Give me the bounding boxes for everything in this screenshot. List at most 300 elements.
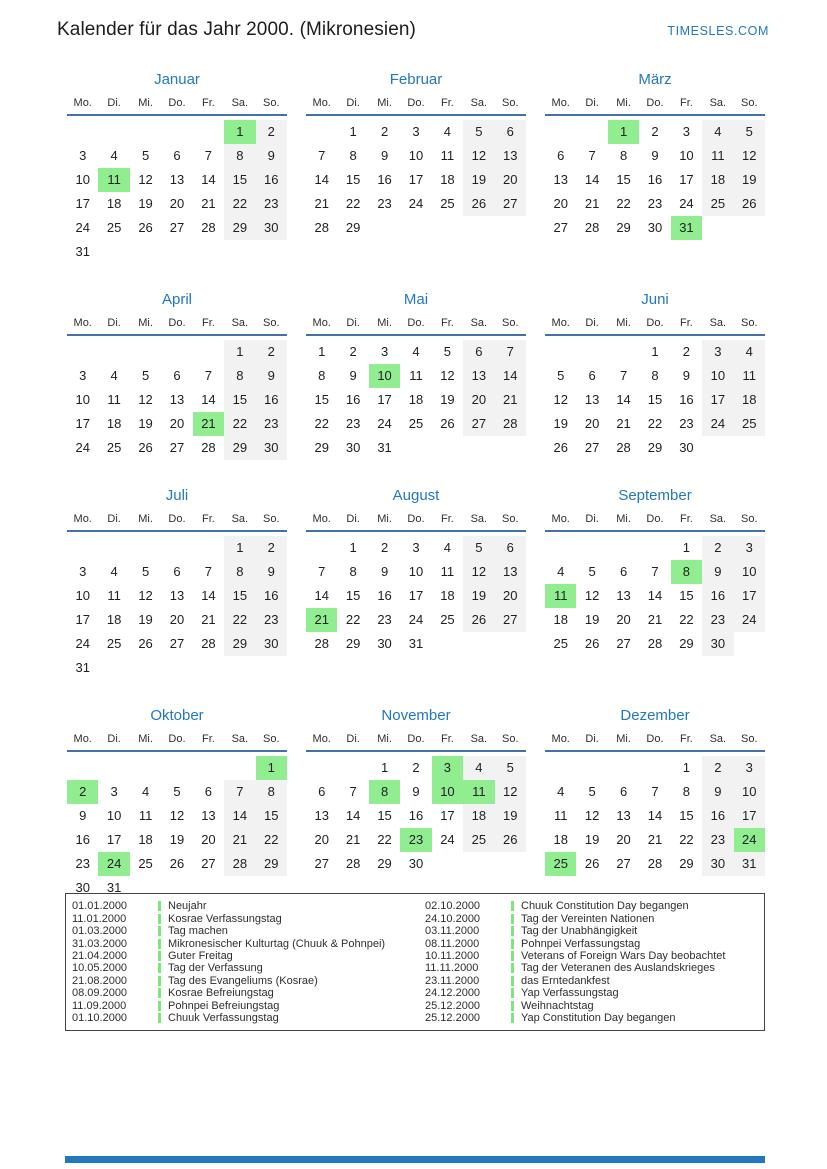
empty-cell (545, 340, 576, 364)
day-cell: 4 (412, 344, 420, 359)
weekday-label: Mo. (73, 317, 92, 329)
day-cell: 10 (432, 780, 463, 804)
day-cell: 6 (173, 148, 181, 163)
empty-cell (495, 852, 526, 876)
day-cell: 17 (377, 392, 392, 407)
day-cell: 27 (314, 856, 329, 871)
day-cell: 7 (224, 780, 255, 804)
day-cell: 11 (545, 584, 576, 608)
legend-row (425, 950, 764, 962)
day-cell: 26 (463, 608, 494, 632)
day-cell: 6 (619, 784, 628, 799)
day-cell: 2 (256, 120, 287, 144)
empty-cell (432, 216, 463, 240)
day-cell: 3 (79, 368, 87, 383)
weekday-header-row (306, 732, 526, 750)
day-cell: 7 (619, 368, 628, 383)
weekday-label: Mi. (616, 97, 631, 109)
day-cell: 12 (138, 172, 153, 187)
weekday-label: Sa. (470, 97, 488, 109)
day-row (545, 436, 765, 460)
day-cell: 4 (110, 564, 118, 579)
day-cell: 15 (679, 588, 694, 603)
day-cell: 3 (110, 784, 118, 799)
day-cell: 14 (495, 364, 526, 388)
day-row (306, 608, 526, 632)
day-cell: 30 (679, 440, 694, 455)
day-cell: 29 (224, 632, 255, 656)
empty-cell (67, 756, 98, 780)
day-cell: 19 (169, 832, 185, 847)
holiday-legend (65, 893, 765, 1031)
day-cell: 9 (79, 808, 87, 823)
day-cell: 9 (256, 144, 287, 168)
day-cell: 30 (647, 220, 663, 235)
empty-cell (639, 756, 670, 780)
day-cell: 17 (734, 804, 765, 828)
day-cell: 15 (616, 172, 631, 187)
weekday-label: Do. (168, 513, 186, 525)
header-rule (306, 334, 526, 336)
legend-date: 31.03.2000 (72, 937, 128, 950)
day-row (306, 852, 526, 876)
month-block (67, 290, 287, 460)
empty-cell (224, 656, 255, 680)
day-row (67, 828, 287, 852)
day-cell: 21 (306, 608, 337, 632)
day-cell: 17 (408, 588, 424, 603)
day-cell: 9 (702, 780, 733, 804)
day-cell: 3 (734, 536, 765, 560)
weekday-header-row (67, 732, 287, 750)
legend-row (425, 912, 764, 924)
day-cell: 18 (553, 612, 568, 627)
day-cell: 9 (380, 148, 389, 163)
legend-row (72, 1000, 425, 1012)
empty-cell (576, 120, 607, 144)
day-cell: 14 (616, 392, 631, 407)
day-cell: 23 (377, 612, 392, 627)
empty-cell (734, 436, 765, 460)
day-cell: 26 (169, 856, 185, 871)
header-rule (545, 114, 765, 116)
header-rule (67, 334, 287, 336)
day-cell: 30 (256, 632, 287, 656)
day-cell: 30 (377, 636, 392, 651)
day-cell: 3 (682, 124, 691, 139)
day-cell: 3 (79, 564, 87, 579)
weekday-label: Mi. (138, 97, 153, 109)
day-cell: 1 (349, 124, 357, 139)
weekday-label: Di. (585, 97, 599, 109)
day-cell: 8 (682, 784, 691, 799)
legend-tick-icon (158, 901, 161, 911)
day-row (67, 584, 287, 608)
day-cell: 26 (138, 220, 153, 235)
empty-cell (545, 120, 576, 144)
legend-date: 24.12.2000 (425, 987, 481, 1000)
day-cell: 27 (495, 608, 526, 632)
weekday-label: Mi. (138, 733, 153, 745)
day-cell: 22 (224, 412, 255, 436)
day-cell: 23 (256, 412, 287, 436)
day-cell: 9 (256, 364, 287, 388)
day-cell: 31 (408, 636, 424, 651)
day-cell: 24 (440, 832, 455, 847)
day-cell: 13 (584, 392, 600, 407)
legend-label: Weihnachtstag (521, 999, 594, 1012)
empty-cell (432, 632, 463, 656)
day-cell: 28 (201, 440, 216, 455)
weekday-label: So. (502, 513, 519, 525)
day-cell: 18 (553, 832, 568, 847)
day-cell: 13 (169, 392, 185, 407)
month-title: Mai (403, 291, 429, 308)
day-cell: 29 (616, 220, 631, 235)
day-cell: 30 (256, 216, 287, 240)
empty-cell (608, 756, 639, 780)
site-link[interactable]: TIMESLES.COM (667, 24, 769, 38)
weekday-label: So. (741, 733, 758, 745)
weekday-label: Fr. (680, 513, 693, 525)
day-cell: 11 (440, 564, 455, 579)
empty-cell (702, 216, 733, 240)
empty-cell (161, 756, 192, 780)
month-block (545, 290, 765, 460)
legend-date: 24.10.2000 (425, 912, 481, 925)
day-cell: 2 (412, 760, 420, 775)
legend-row (72, 1012, 425, 1024)
empty-cell (67, 536, 98, 560)
day-cell: 26 (463, 192, 494, 216)
weekday-label: Fr. (680, 733, 693, 745)
legend-date: 23.11.2000 (425, 974, 480, 987)
day-cell: 21 (647, 832, 663, 847)
empty-cell (98, 656, 129, 680)
legend-row (425, 962, 764, 974)
month-title: Februar (389, 71, 443, 88)
day-cell: 4 (443, 124, 452, 139)
legend-label: Kosrae Verfassungstag (168, 912, 282, 925)
day-cell: 29 (345, 636, 361, 651)
day-cell: 16 (702, 804, 733, 828)
day-cell: 12 (169, 808, 185, 823)
empty-cell (545, 536, 576, 560)
day-cell: 21 (345, 832, 361, 847)
legend-row (425, 900, 764, 912)
empty-cell (702, 436, 733, 460)
weekday-label: Di. (346, 513, 360, 525)
weekday-label: Sa. (709, 733, 727, 745)
weekday-label: Mo. (73, 733, 92, 745)
day-cell: 22 (647, 416, 663, 431)
day-row (67, 240, 287, 264)
day-cell: 21 (495, 388, 526, 412)
empty-cell (161, 340, 192, 364)
day-cell: 15 (256, 804, 287, 828)
day-cell: 4 (141, 784, 150, 799)
day-cell: 17 (75, 612, 90, 627)
day-cell: 12 (553, 392, 568, 407)
month-title: Juni (641, 291, 669, 308)
weekday-label: Mo. (73, 513, 92, 525)
day-cell: 26 (138, 440, 153, 455)
legend-row (72, 912, 425, 924)
day-cell: 21 (314, 196, 329, 211)
weekday-label: Di. (585, 733, 599, 745)
weekday-label: Fr. (441, 733, 454, 745)
weekday-label: Mo. (312, 317, 331, 329)
day-row (545, 192, 765, 216)
weekday-label: So. (263, 513, 280, 525)
legend-date: 11.09.2000 (72, 999, 127, 1012)
day-cell: 22 (616, 196, 631, 211)
day-cell: 8 (671, 560, 702, 584)
day-cell: 19 (553, 416, 568, 431)
day-cell: 4 (734, 340, 765, 364)
legend-row (72, 925, 425, 937)
day-cell: 23 (679, 416, 694, 431)
legend-label: Pohnpei Befreiungstag (168, 999, 280, 1012)
day-cell: 19 (495, 804, 526, 828)
day-cell: 9 (702, 560, 733, 584)
day-cell: 16 (408, 808, 424, 823)
day-cell: 7 (204, 368, 213, 383)
day-row (306, 120, 526, 144)
legend-tick-icon (511, 951, 514, 961)
legend-row (72, 962, 425, 974)
day-cell: 17 (702, 388, 733, 412)
day-cell: 14 (584, 172, 600, 187)
day-cell: 8 (318, 368, 326, 383)
empty-cell (432, 436, 463, 460)
day-cell: 15 (647, 392, 663, 407)
day-cell: 25 (463, 828, 494, 852)
day-cell: 12 (584, 588, 600, 603)
day-cell: 7 (318, 148, 326, 163)
month-title: August (392, 487, 440, 504)
weekday-label: Fr. (202, 317, 215, 329)
day-cell: 5 (495, 756, 526, 780)
day-cell: 12 (734, 144, 765, 168)
weekday-header-row (545, 732, 765, 750)
day-cell: 16 (256, 388, 287, 412)
day-cell: 28 (314, 220, 329, 235)
day-cell: 18 (138, 832, 153, 847)
day-cell: 25 (408, 416, 424, 431)
weekday-label: Di. (585, 513, 599, 525)
weekday-header-row (67, 316, 287, 334)
day-cell: 11 (440, 148, 455, 163)
legend-row (72, 975, 425, 987)
day-cell: 18 (702, 168, 733, 192)
day-cell: 10 (75, 588, 90, 603)
day-cell: 29 (314, 440, 329, 455)
months-grid (67, 70, 765, 900)
day-cell: 21 (224, 828, 255, 852)
day-row (306, 168, 526, 192)
weekday-label: Do. (407, 97, 425, 109)
month-block (67, 706, 287, 900)
day-cell: 5 (588, 784, 596, 799)
day-cell: 24 (75, 220, 90, 235)
day-cell: 10 (106, 808, 122, 823)
page-title: Kalender für das Jahr 2000. (Mikronesien) (57, 19, 416, 40)
weekday-label: Di. (346, 317, 360, 329)
legend-date: 02.10.2000 (425, 900, 481, 913)
weekday-label: Sa. (470, 733, 488, 745)
legend-tick-icon (158, 1013, 161, 1023)
day-cell: 3 (79, 148, 87, 163)
day-cell: 14 (224, 804, 255, 828)
day-cell: 5 (557, 368, 565, 383)
day-row (306, 584, 526, 608)
day-cell: 13 (495, 560, 526, 584)
day-cell: 25 (553, 636, 568, 651)
legend-tick-icon (158, 926, 161, 936)
legend-tick-icon (158, 951, 161, 961)
day-cell: 6 (463, 340, 494, 364)
day-cell: 30 (75, 880, 90, 895)
legend-date: 08.09.2000 (72, 987, 128, 1000)
day-cell: 31 (671, 216, 702, 240)
legend-label: Tag machen (168, 925, 228, 938)
day-cell: 7 (349, 784, 357, 799)
weekday-label: Sa. (231, 317, 249, 329)
legend-date: 21.04.2000 (72, 949, 128, 962)
day-cell: 14 (345, 808, 361, 823)
day-row (306, 364, 526, 388)
weekday-label: Do. (168, 733, 186, 745)
day-row (306, 144, 526, 168)
weekday-label: Sa. (231, 733, 249, 745)
month-block (306, 486, 526, 656)
day-cell: 27 (169, 220, 185, 235)
day-cell: 11 (409, 368, 423, 383)
header-rule (67, 530, 287, 532)
day-cell: 1 (608, 120, 639, 144)
day-cell: 22 (224, 192, 255, 216)
legend-label: Chuuk Constitution Day begangen (521, 900, 689, 913)
day-cell: 26 (495, 828, 526, 852)
day-cell: 23 (702, 828, 733, 852)
day-cell: 29 (647, 440, 663, 455)
weekday-label: Sa. (470, 513, 488, 525)
legend-tick-icon (511, 1001, 514, 1011)
day-row (67, 120, 287, 144)
day-cell: 26 (440, 416, 455, 431)
day-row (545, 756, 765, 780)
day-cell: 19 (138, 416, 153, 431)
empty-cell (98, 536, 129, 560)
month-title: Juli (165, 487, 189, 504)
empty-cell (463, 852, 494, 876)
day-row (306, 828, 526, 852)
day-cell: 22 (679, 612, 694, 627)
day-cell: 20 (169, 416, 185, 431)
weekday-header-row (67, 96, 287, 114)
day-cell: 1 (651, 344, 659, 359)
weekday-label: Mi. (616, 513, 631, 525)
weekday-label: Fr. (441, 317, 454, 329)
day-cell: 28 (224, 852, 255, 876)
day-cell: 28 (647, 856, 663, 871)
day-cell: 9 (380, 564, 389, 579)
day-row (67, 804, 287, 828)
day-row (67, 412, 287, 436)
day-cell: 20 (616, 612, 631, 627)
day-cell: 7 (495, 340, 526, 364)
day-cell: 29 (224, 216, 255, 240)
day-cell: 1 (682, 540, 691, 555)
day-cell: 7 (588, 148, 596, 163)
legend-label: Veterans of Foreign Wars Day beobachtet (521, 949, 726, 962)
day-row (67, 560, 287, 584)
day-row (545, 120, 765, 144)
weekday-header-row (545, 512, 765, 530)
empty-cell (608, 340, 639, 364)
day-row (67, 656, 287, 680)
empty-cell (576, 340, 607, 364)
empty-cell (608, 536, 639, 560)
day-row (67, 756, 287, 780)
day-cell: 13 (616, 808, 631, 823)
legend-tick-icon (158, 1001, 161, 1011)
day-cell: 8 (651, 368, 659, 383)
day-cell: 20 (495, 584, 526, 608)
day-row (306, 804, 526, 828)
weekday-label: Sa. (709, 97, 727, 109)
day-cell: 20 (553, 196, 568, 211)
day-cell: 27 (201, 856, 216, 871)
weekday-header-row (545, 316, 765, 334)
month-title: November (381, 707, 451, 724)
day-cell: 20 (495, 168, 526, 192)
day-row (306, 192, 526, 216)
day-cell: 28 (201, 220, 216, 235)
day-cell: 27 (169, 636, 185, 651)
day-cell: 19 (463, 584, 494, 608)
day-cell: 8 (224, 560, 255, 584)
day-row (306, 536, 526, 560)
legend-row (425, 987, 764, 999)
day-row (306, 780, 526, 804)
day-cell: 18 (106, 416, 122, 431)
day-cell: 22 (256, 828, 287, 852)
weekday-label: Di. (107, 97, 121, 109)
legend-label: Pohnpei Verfassungstag (521, 937, 641, 950)
day-cell: 27 (553, 220, 568, 235)
weekday-label: Do. (646, 513, 664, 525)
day-cell: 22 (345, 196, 361, 211)
day-cell: 23 (400, 828, 431, 852)
day-cell: 25 (106, 220, 122, 235)
day-cell: 6 (619, 564, 628, 579)
day-cell: 16 (345, 392, 361, 407)
day-cell: 10 (408, 148, 424, 163)
day-cell: 23 (256, 608, 287, 632)
weekday-label: Do. (407, 513, 425, 525)
day-cell: 21 (201, 196, 216, 211)
day-cell: 13 (463, 364, 494, 388)
weekday-label: So. (263, 97, 280, 109)
day-cell: 14 (201, 392, 216, 407)
empty-cell (161, 240, 192, 264)
day-row (67, 144, 287, 168)
legend-label: Tag des Evangeliums (Kosrae) (168, 974, 318, 987)
day-cell: 23 (647, 196, 663, 211)
day-cell: 28 (584, 220, 600, 235)
